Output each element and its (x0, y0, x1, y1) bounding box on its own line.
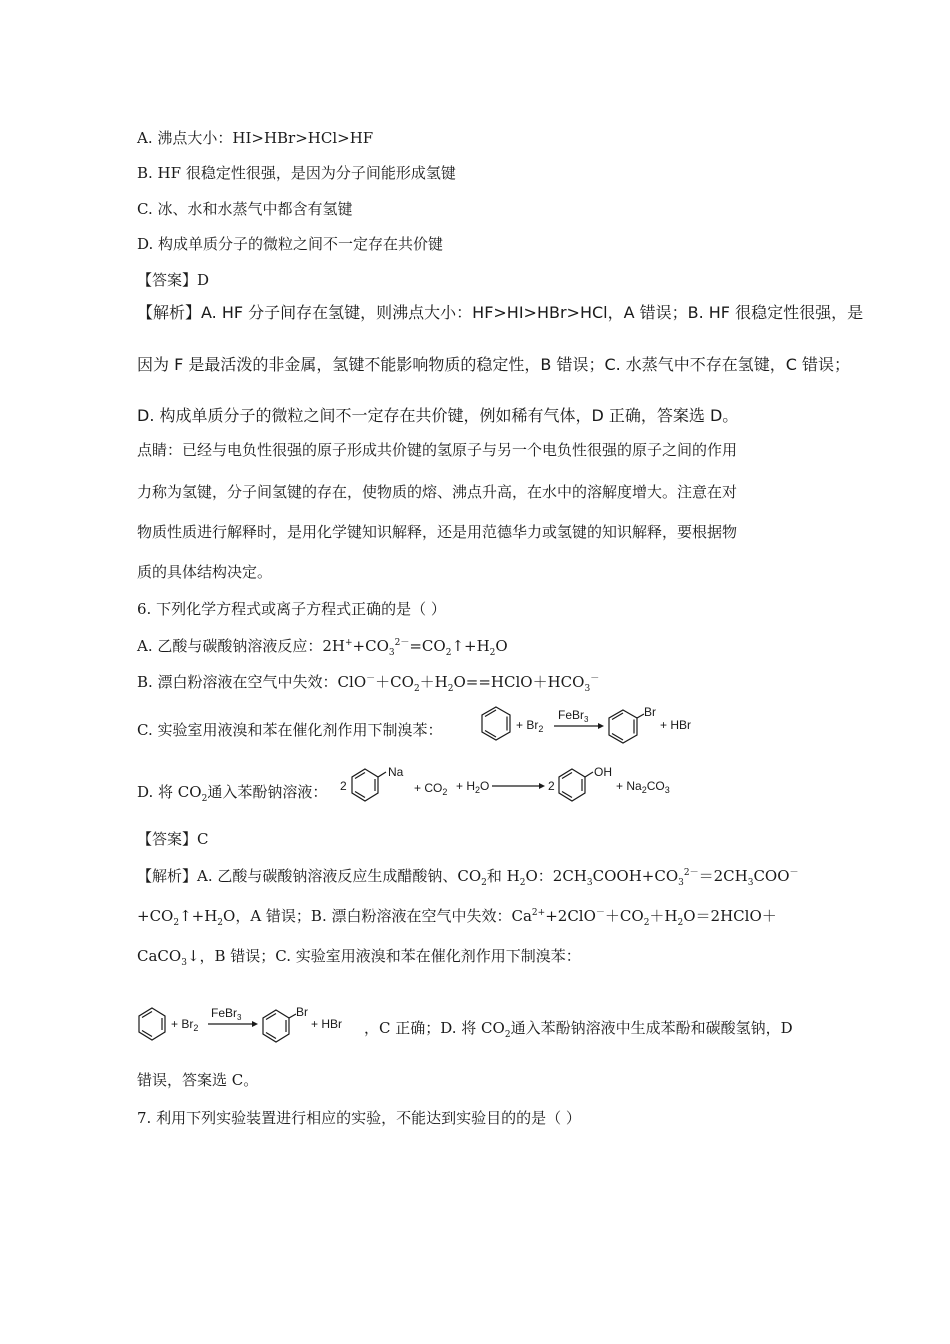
q5-option-c: C. 冰、水和水蒸气中都含有氢键 (137, 200, 353, 218)
q6-option-a-text: =CO (409, 637, 446, 655)
q6-stem: 6. 下列化学方程式或离子方程式正确的是（ ） (137, 600, 446, 618)
q6-option-a-text: O (495, 637, 508, 655)
exp-sub: 2 (519, 878, 526, 888)
phenoxide-ring-icon (352, 769, 386, 801)
q6-option-b-text: ＋H (419, 673, 448, 691)
na-substituent: Na (388, 765, 404, 779)
q5-explanation-line-2: 因为 F 是最活泼的非金属，氢键不能影响物质的稳定性，B 错误；C. 水蒸气中不存在氢键，C 错误； (137, 355, 851, 374)
exp-text: 通入苯酚钠溶液中生成苯酚和碳酸氢钠，D (510, 1019, 793, 1037)
coefficient: 2 (340, 779, 347, 793)
arrow-head-icon (252, 1021, 258, 1027)
exp-text: ＝2CH (698, 867, 748, 885)
exp-sub: 3 (181, 958, 187, 968)
exp-sub: 2 (643, 918, 650, 928)
q6-option-a-text: ↑+H (451, 637, 490, 655)
febr3-catalyst: FeBr$_3$ (558, 708, 589, 724)
q6-explanation-line-5: 错误，答案选 C。 (137, 1071, 259, 1089)
hbr-product: + HBr (660, 718, 692, 732)
oh-substituent: OH (594, 765, 612, 779)
q6-option-a-text: A. 乙酸与碳酸钠溶液反应：2H (137, 637, 345, 655)
exp-sub: 2 (504, 1030, 511, 1040)
q5-explanation-line-3: D. 构成单质分子的微粒之间不一定存在共价键，例如稀有气体，D 正确，答案选 D。 (137, 406, 739, 425)
bromobenzene-ring-icon (609, 710, 644, 743)
q6-option-b-sub: 2 (447, 684, 454, 694)
br-substituent: Br (296, 1005, 308, 1019)
exp-sub: 3 (747, 878, 754, 888)
q6-option-b (137, 672, 599, 692)
exp-sub: 2 (173, 918, 180, 928)
hbr-product: + HBr (311, 1017, 343, 1031)
bromination-reaction-c (476, 702, 706, 752)
phenoxide-reaction-d (334, 762, 684, 810)
q6-option-d-text: D. 将 CO (137, 783, 202, 801)
q6-option-a-sup: 2－ (394, 638, 410, 648)
benzene-ring-icon (139, 1008, 165, 1040)
q6-option-b-sup: － (590, 674, 600, 684)
arrow-head-icon (598, 723, 604, 729)
q6-option-b-text: O==HClO＋HCO (453, 673, 585, 691)
coefficient: 2 (548, 779, 555, 793)
exp-text: 和 H (486, 867, 520, 885)
exp-text: O：2CH (525, 867, 587, 885)
q7-stem: 7. 利用下列实验装置进行相应的实验，不能达到实验目的的是（ ） (137, 1109, 581, 1127)
water-reagent: + $H_2O$ (456, 779, 490, 795)
q5-option-b: B. HF 很稳定性很强，是因为分子间能形成氢键 (137, 164, 456, 182)
arrow-head-icon (539, 783, 545, 789)
q6-option-b-sub: 3 (584, 684, 591, 694)
br2-reagent: + $Br_2$ (516, 718, 544, 734)
exp-sub: 2 (217, 918, 224, 928)
q5-option-d: D. 构成单质分子的微粒之间不一定存在共价键 (137, 235, 444, 253)
exp-sup: － (595, 908, 605, 918)
q5-tip-line-2: 力称为氢键，分子间氢键的存在，使物质的熔、沸点升高，在水中的溶解度增大。注意在对 (137, 483, 738, 501)
bromobenzene-ring-icon (263, 1010, 296, 1042)
na2co3-product: + $Na_2CO_3$ (616, 779, 670, 795)
q6-option-a-sub: 2 (489, 648, 496, 658)
q6-option-b-text: ＋CO (375, 673, 414, 691)
br-substituent: Br (644, 705, 656, 719)
febr3-catalyst: FeBr$_3$ (211, 1006, 242, 1022)
bromination-reaction-explanation (134, 1002, 364, 1050)
exp-text: ↑+H (179, 907, 218, 925)
q6-option-d-sub: 2 (201, 794, 208, 804)
exp-sup: － (789, 868, 799, 878)
exp-sup: 2+ (531, 908, 546, 918)
q6-explanation-line-3 (137, 946, 581, 966)
co2-reagent: + $CO_2$ (414, 781, 448, 797)
exp-text: +CO (137, 907, 174, 925)
q6-option-b-sub: 2 (413, 684, 420, 694)
exp-text: 【解析】A. 乙酸与碳酸钠溶液反应生成醋酸钠、CO (137, 867, 482, 885)
q6-explanation-line-4 (364, 1018, 793, 1038)
q6-option-b-text: B. 漂白粉溶液在空气中失效：ClO (137, 673, 367, 691)
exp-text: ，C 正确；D. 将 CO (364, 1019, 505, 1037)
q6-option-a-sub: 3 (388, 648, 395, 658)
q6-answer: 【答案】C (137, 830, 209, 848)
exp-text: O，A 错误；B. 漂白粉溶液在空气中失效：Ca (223, 907, 532, 925)
exp-text: COO (753, 867, 790, 885)
q6-explanation-line-2 (137, 906, 777, 926)
q5-tip-line-1: 点睛：已经与电负性很强的原子形成共价键的氢原子与另一个电负性很强的原子之间的作用 (137, 441, 738, 459)
q6-option-d (137, 782, 327, 802)
exp-sub: 2 (677, 918, 684, 928)
exp-text: ↓，B 错误；C. 实验室用液溴和苯在催化剂作用下制溴苯： (186, 947, 581, 965)
exp-text: +2ClO (545, 907, 596, 925)
exp-sub: 3 (678, 878, 684, 888)
exp-text: O＝2HClO＋ (683, 907, 777, 925)
q6-option-a-sup: + (345, 638, 353, 648)
exp-text: COOH+CO (592, 867, 679, 885)
q5-explanation-line-1: 【解析】A. HF 分子间存在氢键，则沸点大小：HF>HI>HBr>HCl，A 错误；B. HF 很稳定性很强，是 (137, 303, 864, 322)
q6-option-c: C. 实验室用液溴和苯在催化剂作用下制溴苯： (137, 721, 443, 739)
q5-option-a: A. 沸点大小：HI>HBr>HCl>HF (137, 129, 374, 147)
br2-reagent: + $Br_2$ (171, 1017, 199, 1033)
q6-option-a-text: +CO (352, 637, 389, 655)
phenol-ring-icon (559, 769, 593, 801)
q6-explanation-line-1 (137, 866, 799, 886)
q6-option-b-sup: － (366, 674, 376, 684)
exp-sub: 3 (586, 878, 593, 888)
exp-sub: 2 (481, 878, 487, 888)
exp-text: ＋H (649, 907, 678, 925)
exp-text: ＋CO (604, 907, 644, 925)
q6-option-a (137, 636, 508, 656)
q5-tip-line-4: 质的具体结构决定。 (137, 563, 273, 581)
q5-answer: 【答案】D (137, 271, 210, 289)
q5-tip-line-3: 物质性质进行解释时，是用化学键知识解释，还是用范德华力或氢键的知识解释，要根据物 (137, 523, 738, 541)
exp-sup: 2－ (683, 868, 699, 878)
q6-option-a-sub: 2 (445, 648, 452, 658)
q6-option-d-text: 通入苯酚钠溶液： (207, 783, 328, 801)
benzene-ring-icon (482, 707, 510, 740)
exp-text: CaCO (137, 947, 182, 965)
